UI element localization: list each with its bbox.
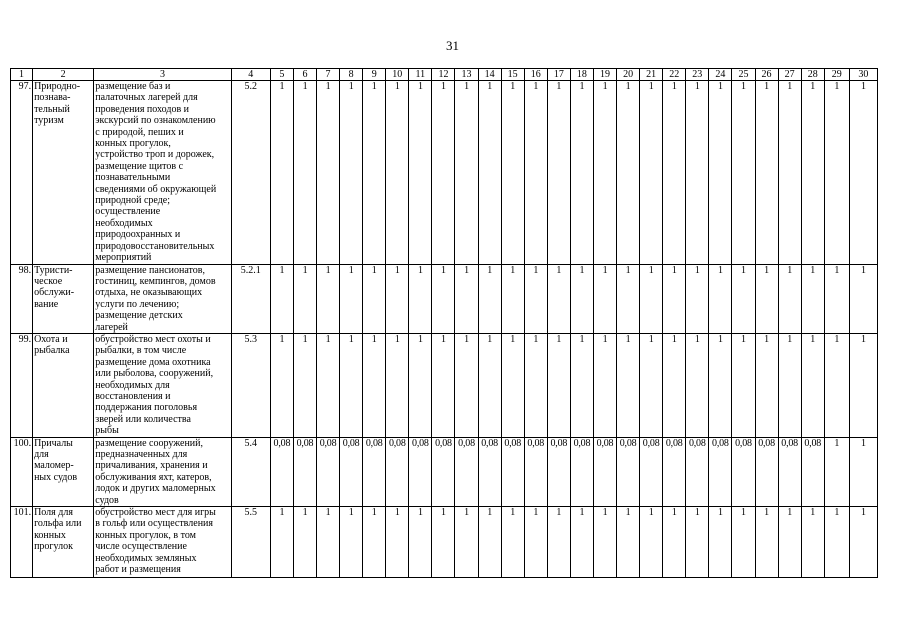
coefficient-cell: 1 — [478, 264, 501, 333]
coefficient-cell: 1 — [732, 507, 755, 578]
coefficient-cell: 1 — [547, 333, 570, 437]
coefficient-cell: 1 — [570, 81, 593, 265]
coefficient-cell: 1 — [363, 333, 386, 437]
land-use-description: обустройство мест для игры в гольф или осуществления конных прогулок, в том числе осуществление необходимых земляных работ и размещения — [94, 507, 231, 578]
coefficient-cell: 1 — [640, 333, 663, 437]
land-use-description: обустройство мест охоты и рыбалки, в том числе размещение дома охотника или рыболова, сооружений, необходимых для восстановления и поддержания поголовья зверей или количества рыбы — [94, 333, 231, 437]
coefficient-cell: 1 — [801, 81, 824, 265]
coefficient-cell: 0,08 — [547, 437, 570, 506]
coefficient-cell: 1 — [570, 507, 593, 578]
coefficient-cell: 1 — [570, 264, 593, 333]
coefficient-cell: 1 — [524, 333, 547, 437]
column-header: 6 — [293, 69, 316, 81]
coefficient-cell: 1 — [340, 507, 363, 578]
coefficient-cell: 0,08 — [340, 437, 363, 506]
coefficient-cell: 1 — [340, 333, 363, 437]
coefficient-cell: 1 — [617, 507, 640, 578]
coefficient-cell: 1 — [617, 264, 640, 333]
coefficient-cell: 1 — [432, 333, 455, 437]
column-header: 18 — [570, 69, 593, 81]
column-header: 29 — [824, 69, 849, 81]
coefficient-cell: 0,08 — [455, 437, 478, 506]
column-header: 16 — [524, 69, 547, 81]
page-number: 31 — [446, 38, 459, 53]
land-use-code: 5.2.1 — [231, 264, 270, 333]
coefficient-cell: 1 — [455, 507, 478, 578]
coefficient-cell: 1 — [293, 333, 316, 437]
coefficient-cell: 1 — [849, 437, 877, 506]
column-header: 14 — [478, 69, 501, 81]
land-use-description: размещение сооружений, предназначенных для причаливания, хранения и обслуживания яхт, катеров, лодок и других маломерных судов — [94, 437, 231, 506]
column-header: 11 — [409, 69, 432, 81]
land-use-name: Природно- познава- тельный туризм — [33, 81, 94, 265]
coefficient-cell: 0,08 — [617, 437, 640, 506]
coefficient-cell: 1 — [340, 264, 363, 333]
coefficient-cell: 1 — [778, 81, 801, 265]
coefficient-cell: 1 — [778, 264, 801, 333]
coefficient-cell: 1 — [386, 507, 409, 578]
column-header: 20 — [617, 69, 640, 81]
coefficient-cell: 1 — [478, 333, 501, 437]
coefficient-cell: 1 — [778, 333, 801, 437]
coefficient-cell: 1 — [849, 264, 877, 333]
column-header: 15 — [501, 69, 524, 81]
table-row — [11, 333, 878, 437]
coefficient-cell: 1 — [709, 81, 732, 265]
column-header: 19 — [593, 69, 616, 81]
coefficient-cell: 1 — [524, 81, 547, 265]
coefficient-cell: 1 — [340, 81, 363, 265]
land-use-name: Поля для гольфа или конных прогулок — [33, 507, 94, 578]
coefficient-cell: 1 — [386, 264, 409, 333]
coefficient-cell: 1 — [501, 333, 524, 437]
coefficient-cell: 0,08 — [363, 437, 386, 506]
coefficient-cell: 1 — [409, 264, 432, 333]
land-use-description: размещение баз и палаточных лагерей для проведения походов и экскурсий по ознакомлению с природой, пеших и конных прогулок, устройство троп и дорожек, размещение щитов с познавательными сведениями об окружающей природной среде; осуществление необходимых природоохранных и природовосстановительных мероприятий — [94, 81, 231, 265]
table-row — [11, 81, 878, 265]
column-header: 12 — [432, 69, 455, 81]
column-header: 28 — [801, 69, 824, 81]
coefficient-cell: 1 — [293, 507, 316, 578]
coefficient-cell: 1 — [686, 81, 709, 265]
land-use-name: Причалы для маломер- ных судов — [33, 437, 94, 506]
column-header: 13 — [455, 69, 478, 81]
coefficient-cell: 0,08 — [524, 437, 547, 506]
coefficient-cell: 1 — [270, 507, 293, 578]
coefficient-cell: 1 — [755, 81, 778, 265]
coefficient-cell: 1 — [640, 507, 663, 578]
column-header: 25 — [732, 69, 755, 81]
coefficient-cell: 1 — [755, 333, 778, 437]
coefficient-cell: 0,08 — [640, 437, 663, 506]
coefficient-cell: 1 — [617, 81, 640, 265]
land-use-code: 5.2 — [231, 81, 270, 265]
coefficient-cell: 1 — [524, 507, 547, 578]
coefficient-cell: 1 — [386, 333, 409, 437]
land-use-table — [10, 68, 878, 578]
coefficient-cell: 1 — [293, 264, 316, 333]
coefficient-cell: 1 — [640, 81, 663, 265]
coefficient-cell: 0,08 — [478, 437, 501, 506]
coefficient-cell: 0,08 — [755, 437, 778, 506]
coefficient-cell: 1 — [824, 437, 849, 506]
coefficient-cell: 0,08 — [409, 437, 432, 506]
coefficient-cell: 1 — [709, 264, 732, 333]
coefficient-cell: 1 — [778, 507, 801, 578]
column-header: 2 — [33, 69, 94, 81]
coefficient-cell: 1 — [732, 81, 755, 265]
land-use-description: размещение пансионатов, гостиниц, кемпингов, домов отдыха, не оказывающих услуги по лечению; размещение детских лагерей — [94, 264, 231, 333]
coefficient-cell: 1 — [524, 264, 547, 333]
coefficient-cell: 0,08 — [732, 437, 755, 506]
coefficient-cell: 1 — [501, 507, 524, 578]
coefficient-cell: 1 — [593, 81, 616, 265]
coefficient-cell: 1 — [732, 264, 755, 333]
column-header: 24 — [709, 69, 732, 81]
column-header: 21 — [640, 69, 663, 81]
coefficient-cell: 1 — [663, 264, 686, 333]
coefficient-cell: 1 — [363, 81, 386, 265]
coefficient-cell: 1 — [570, 333, 593, 437]
coefficient-cell: 1 — [824, 507, 849, 578]
land-use-code: 5.3 — [231, 333, 270, 437]
coefficient-cell: 1 — [363, 264, 386, 333]
table-row — [11, 507, 878, 578]
row-number: 98. — [11, 264, 33, 333]
coefficient-cell: 1 — [270, 264, 293, 333]
coefficient-cell: 1 — [732, 333, 755, 437]
coefficient-cell: 1 — [663, 81, 686, 265]
coefficient-cell: 0,08 — [432, 437, 455, 506]
land-use-name: Туристи- ческое обслужи- вание — [33, 264, 94, 333]
coefficient-cell: 1 — [593, 264, 616, 333]
row-number: 101. — [11, 507, 33, 578]
coefficient-cell: 1 — [824, 333, 849, 437]
coefficient-cell: 0,08 — [709, 437, 732, 506]
coefficient-cell: 1 — [824, 81, 849, 265]
coefficient-cell: 1 — [617, 333, 640, 437]
coefficient-cell: 1 — [317, 81, 340, 265]
column-header: 5 — [270, 69, 293, 81]
coefficient-cell: 0,08 — [317, 437, 340, 506]
coefficient-cell: 1 — [686, 333, 709, 437]
coefficient-cell: 1 — [432, 81, 455, 265]
coefficient-cell: 1 — [686, 507, 709, 578]
coefficient-cell: 1 — [547, 264, 570, 333]
coefficient-cell: 0,08 — [270, 437, 293, 506]
coefficient-cell: 1 — [824, 264, 849, 333]
coefficient-cell: 1 — [686, 264, 709, 333]
header-row — [11, 69, 878, 81]
land-use-name: Охота и рыбалка — [33, 333, 94, 437]
coefficient-cell: 0,08 — [570, 437, 593, 506]
coefficient-cell: 1 — [317, 507, 340, 578]
coefficient-cell: 1 — [593, 333, 616, 437]
coefficient-cell: 1 — [409, 507, 432, 578]
column-header: 27 — [778, 69, 801, 81]
coefficient-cell: 1 — [501, 81, 524, 265]
land-use-code: 5.5 — [231, 507, 270, 578]
column-header: 26 — [755, 69, 778, 81]
coefficient-cell: 0,08 — [386, 437, 409, 506]
column-header: 23 — [686, 69, 709, 81]
coefficient-cell: 1 — [455, 333, 478, 437]
coefficient-cell: 1 — [663, 507, 686, 578]
coefficient-cell: 1 — [501, 264, 524, 333]
column-header: 9 — [363, 69, 386, 81]
coefficient-cell: 1 — [755, 507, 778, 578]
coefficient-cell: 0,08 — [663, 437, 686, 506]
coefficient-cell: 1 — [386, 81, 409, 265]
coefficient-cell: 0,08 — [593, 437, 616, 506]
column-header: 17 — [547, 69, 570, 81]
coefficient-cell: 1 — [478, 81, 501, 265]
coefficient-cell: 0,08 — [293, 437, 316, 506]
row-number: 99. — [11, 333, 33, 437]
column-header: 10 — [386, 69, 409, 81]
coefficient-cell: 1 — [409, 81, 432, 265]
coefficient-cell: 1 — [593, 507, 616, 578]
coefficient-cell: 1 — [432, 507, 455, 578]
column-header: 3 — [94, 69, 231, 81]
coefficient-cell: 0,08 — [686, 437, 709, 506]
column-header: 30 — [849, 69, 877, 81]
coefficient-cell: 1 — [709, 507, 732, 578]
coefficient-cell: 1 — [317, 264, 340, 333]
coefficient-cell: 1 — [547, 81, 570, 265]
row-number: 100. — [11, 437, 33, 506]
table-row — [11, 437, 878, 506]
table-row — [11, 264, 878, 333]
column-header: 8 — [340, 69, 363, 81]
coefficient-cell: 1 — [293, 81, 316, 265]
coefficient-cell: 1 — [270, 81, 293, 265]
coefficient-cell: 1 — [317, 333, 340, 437]
coefficient-cell: 1 — [849, 81, 877, 265]
coefficient-cell: 1 — [409, 333, 432, 437]
coefficient-cell: 1 — [547, 507, 570, 578]
coefficient-cell: 1 — [801, 333, 824, 437]
column-header: 1 — [11, 69, 33, 81]
coefficient-cell: 0,08 — [501, 437, 524, 506]
coefficient-cell: 1 — [709, 333, 732, 437]
coefficient-cell: 1 — [432, 264, 455, 333]
coefficient-cell: 1 — [849, 333, 877, 437]
coefficient-cell: 1 — [455, 81, 478, 265]
coefficient-cell: 0,08 — [801, 437, 824, 506]
coefficient-cell: 1 — [640, 264, 663, 333]
column-header: 22 — [663, 69, 686, 81]
column-header: 4 — [231, 69, 270, 81]
coefficient-cell: 1 — [801, 264, 824, 333]
coefficient-cell: 1 — [801, 507, 824, 578]
coefficient-cell: 1 — [363, 507, 386, 578]
coefficient-cell: 1 — [663, 333, 686, 437]
row-number: 97. — [11, 81, 33, 265]
coefficient-cell: 1 — [755, 264, 778, 333]
column-header: 7 — [317, 69, 340, 81]
coefficient-cell: 1 — [849, 507, 877, 578]
coefficient-cell: 1 — [455, 264, 478, 333]
coefficient-cell: 1 — [270, 333, 293, 437]
coefficient-cell: 1 — [478, 507, 501, 578]
land-use-code: 5.4 — [231, 437, 270, 506]
coefficient-cell: 0,08 — [778, 437, 801, 506]
